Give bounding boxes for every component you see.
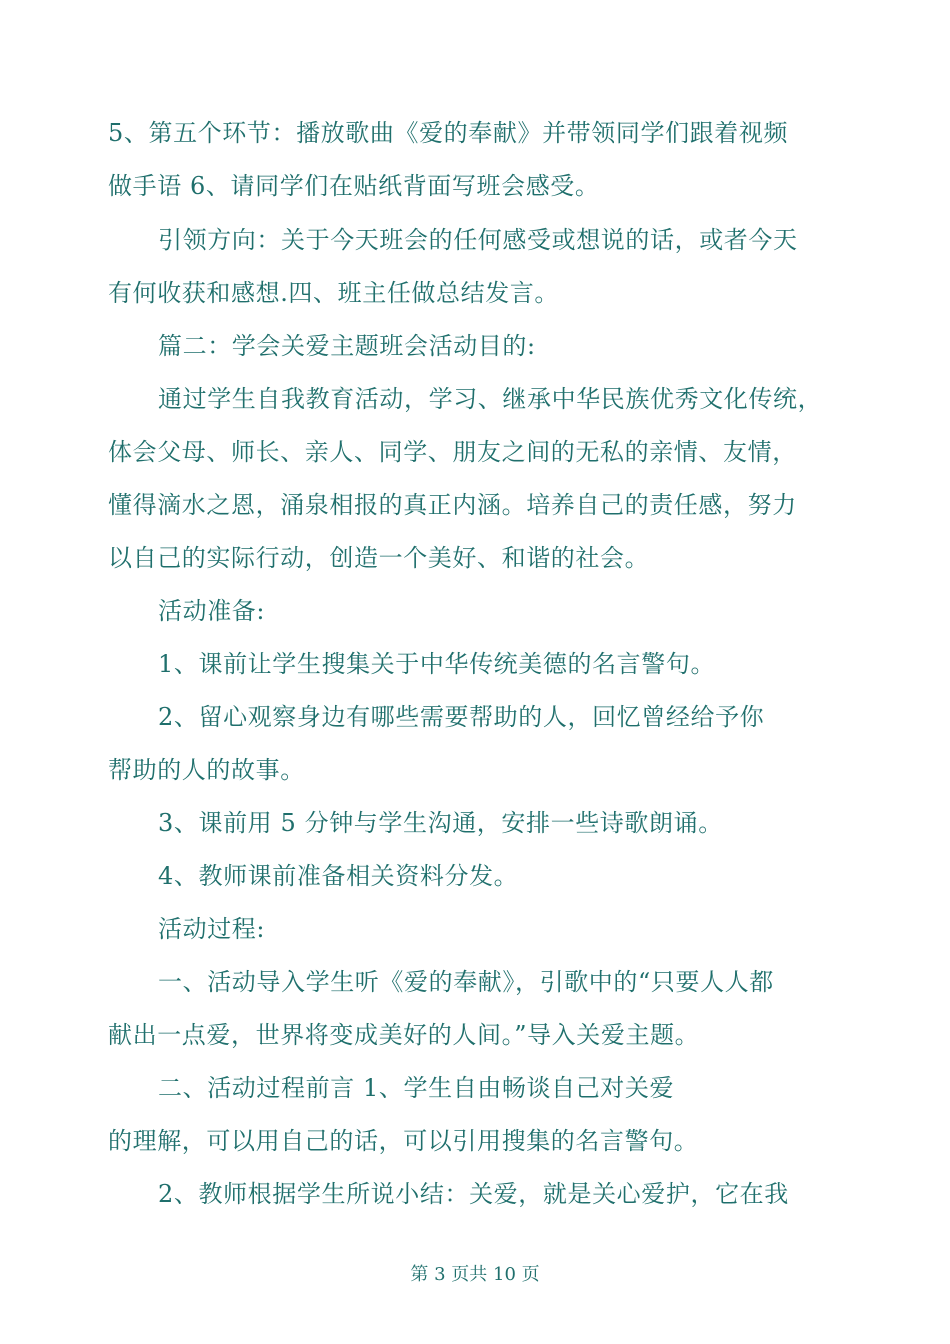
text-line: 懂得滴水之恩，涌泉相报的真正内涵。培养自己的责任感，努力 (108, 491, 797, 519)
section-heading: 活动准备: (158, 597, 266, 625)
text-line: 5、第五个环节：播放歌曲《爱的奉献》并带领同学们跟着视频 (108, 119, 789, 147)
list-item: 2、留心观察身边有哪些需要帮助的人，回忆曾经给予你 (158, 703, 765, 731)
text-line: 通过学生自我教育活动，学习、继承中华民族优秀文化传统， (158, 385, 823, 413)
text-line: 引领方向：关于今天班会的任何感受或想说的话，或者今天 (158, 226, 798, 254)
page-footer: 第 3 页共 10 页 (410, 1264, 540, 1285)
text-line: 献出一点爱，世界将变成美好的人间。”导入关爱主题。 (108, 1021, 700, 1049)
text-line: 有何收获和感想.四、班主任做总结发言。 (108, 279, 560, 307)
text-line: 二、活动过程前言 1、学生自由畅谈自己对关爱 (158, 1074, 675, 1102)
section-heading: 活动过程: (158, 915, 266, 943)
list-item: 1、课前让学生搜集关于中华传统美德的名言警句。 (158, 650, 716, 678)
text-line: 一、活动导入学生听《爱的奉献》，引歌中的“只要人人都 (158, 968, 774, 996)
text-line: 做手语 6、请同学们在贴纸背面写班会感受。 (108, 172, 600, 200)
list-item: 4、教师课前准备相关资料分发。 (158, 862, 519, 890)
text-line: 以自己的实际行动，创造一个美好、和谐的社会。 (108, 544, 650, 572)
text-line: 帮助的人的故事。 (108, 756, 305, 784)
list-item: 3、课前用 5 分钟与学生沟通，安排一些诗歌朗诵。 (158, 809, 723, 837)
section-heading: 篇二：学会关爱主题班会活动目的: (158, 332, 536, 360)
text-line: 体会父母、师长、亲人、同学、朋友之间的无私的亲情、友情， (108, 438, 797, 466)
text-line: 的理解，可以用自己的话，可以引用搜集的名言警句。 (108, 1127, 699, 1155)
list-item: 2、教师根据学生所说小结：关爱，就是关心爱护，它在我 (158, 1180, 789, 1208)
